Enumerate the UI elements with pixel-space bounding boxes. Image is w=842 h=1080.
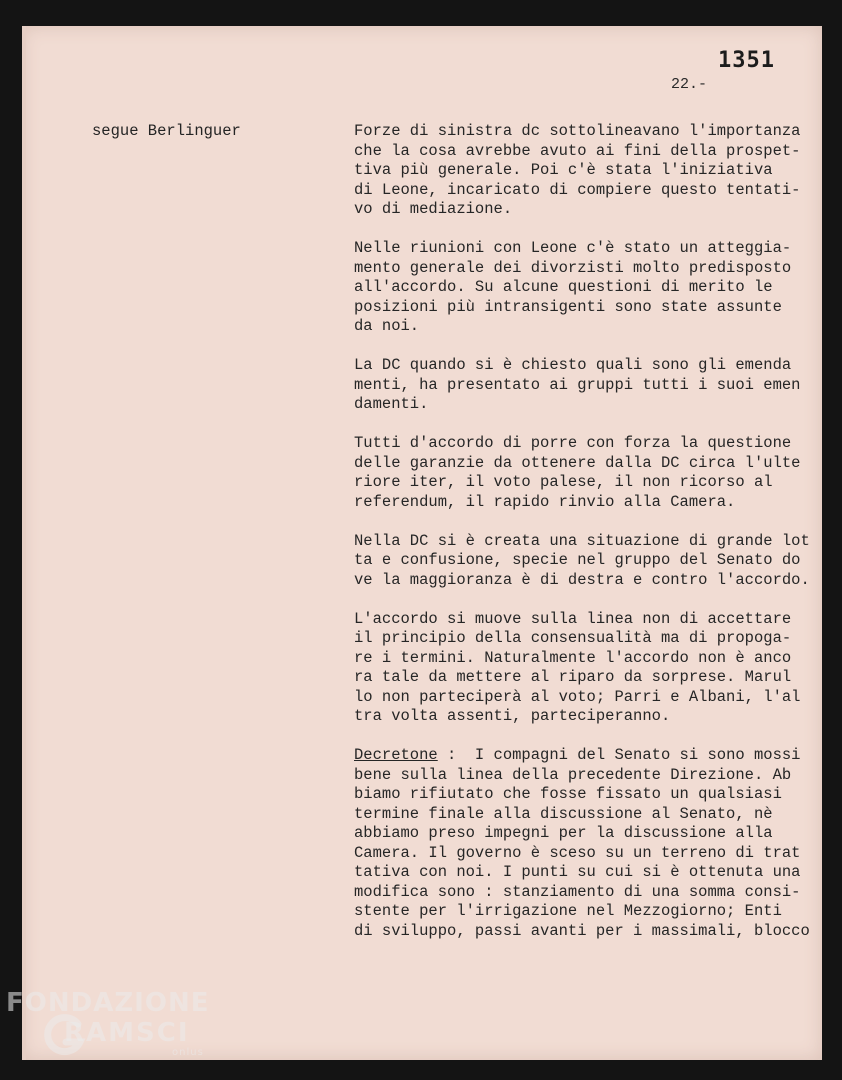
typewritten-body	[354, 122, 824, 961]
text-line: re i termini. Naturalmente l'accordo non è anco	[354, 648, 792, 667]
text-line: di sviluppo, passi avanti per i massimali, blocco	[354, 921, 810, 940]
watermark-line-1: FONDAZIONE	[6, 988, 210, 1018]
text-line: bene sulla linea della precedente Direzione. Ab	[354, 765, 792, 784]
text-line: di Leone, incaricato di compiere questo tentati-	[354, 180, 801, 199]
watermark-onlus: onlus	[172, 1047, 204, 1058]
gramsci-g-logo-icon	[40, 1012, 88, 1060]
text-line: ta e confusione, specie nel gruppo del Senato do	[354, 551, 801, 569]
paragraph	[354, 610, 824, 727]
text-line	[354, 746, 824, 766]
text-line: termine finale alla discussione al Senato, nè	[354, 804, 773, 823]
text-line: modifica sono : stanziamento di una somma consi-	[354, 882, 801, 901]
text-line: ra tale da mettere al riparo da sorprese. Marul	[354, 668, 792, 686]
sheet-number: 22.-	[671, 76, 708, 93]
text-line: all'accordo. Su alcune questioni di merito le	[354, 278, 773, 296]
watermark-line-2	[6, 1018, 209, 1048]
text-line: il principio della consensualità ma di propoga-	[354, 629, 792, 647]
text-line: tra volta assenti, parteciperanno.	[354, 707, 671, 725]
paragraph	[354, 746, 824, 941]
paper-left-edge	[22, 26, 26, 1060]
text-line: abbiamo preso impegni per la discussione alla	[354, 824, 773, 842]
paragraph	[354, 239, 824, 337]
text-line: che la cosa avrebbe avuto ai fini della prospet-	[354, 141, 801, 160]
text-line: damenti.	[354, 395, 429, 413]
text-line: da noi.	[354, 317, 420, 335]
text-line: lo non parteciperà al voto; Parri e Albani, l'al	[354, 687, 801, 706]
text-line: Camera. Il governo è sceso su un terreno di trat	[354, 843, 801, 862]
text-line: vo di mediazione.	[354, 200, 513, 218]
text-line: ve la maggioranza è di destra e contro l'accordo.	[354, 570, 810, 589]
text-line: L'accordo si muove sulla linea non di accettare	[354, 609, 792, 628]
text-line: Tutti d'accordo di porre con forza la questione	[354, 434, 792, 452]
underlined-heading: Decretone	[354, 746, 438, 764]
text-line: mento generale dei divorzisti molto predisposto	[354, 258, 792, 277]
text-line: tiva più generale. Poi c'è stata l'iniziativa	[354, 161, 773, 179]
text-line: stente per l'irrigazione nel Mezzogiorno; Enti	[354, 902, 782, 920]
speaker-label: segue Berlinguer	[92, 122, 241, 140]
paragraph	[354, 122, 824, 220]
paragraph	[354, 532, 824, 591]
text-line: posizioni più intransigenti sono state assunte	[354, 297, 782, 316]
text-line: biamo rifiutato che fosse fissato un qualsiasi	[354, 785, 782, 803]
text-line: La DC quando si è chiesto quali sono gli emenda	[354, 356, 792, 374]
text-line: Nelle riunioni con Leone c'è stato un atteggia-	[354, 239, 792, 257]
paragraph	[354, 356, 824, 415]
watermark-line-2-text: RAMSCI	[64, 1018, 190, 1048]
text-line: referendum, il rapido rinvio alla Camera.	[354, 492, 736, 511]
paragraph	[354, 434, 824, 512]
text-line: menti, ha presentato ai gruppi tutti i suoi emen	[354, 375, 801, 394]
text-line: tativa con noi. I punti su cui si è ottenuta una	[354, 863, 801, 881]
fondazione-gramsci-watermark	[6, 988, 209, 1058]
text-line: riore iter, il voto palese, il non ricorso al	[354, 473, 773, 491]
text-line: Nella DC si è creata una situazione di grande lot	[354, 531, 810, 550]
text-line: delle garanzie da ottenere dalla DC circa l'ulte	[354, 453, 801, 472]
text-line: Forze di sinistra dc sottolineavano l'importanza	[354, 122, 801, 140]
archive-page-number: 1351	[718, 48, 775, 73]
text-line-rest: : I compagni del Senato si sono mossi	[437, 746, 801, 764]
